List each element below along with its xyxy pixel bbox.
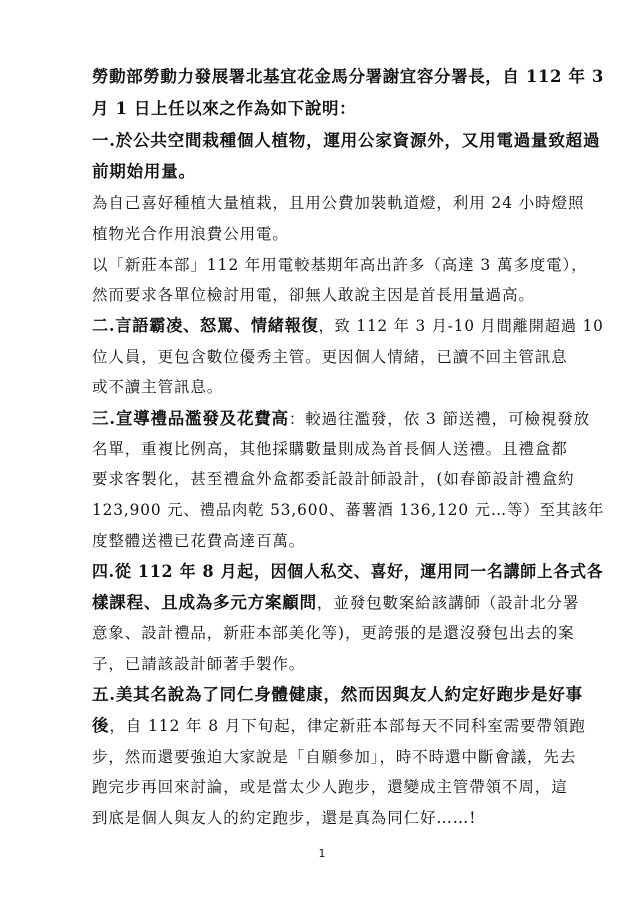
section-1-body-line-3: 以「新莊本部」112 年用電較基期年高出許多（高達 3 萬多度電）， bbox=[92, 256, 588, 274]
intro-line-1: 勞動部勞動力發展署北基宜花金馬分署謝宜容分署長，自 112 年 3 bbox=[92, 67, 604, 86]
section-5-heading-line-2: 後 bbox=[92, 716, 110, 735]
section-1-heading-line-1: 一.於公共空間栽種個人植物，運用公家資源外，又用電過量致超過 bbox=[92, 131, 601, 150]
section-2-heading: 二.言語霸凌、怒罵、情緒報復 bbox=[92, 316, 319, 335]
section-4-body-line-2: 意象、設計禮品，新莊本部美化等)，更誇張的是還沒發包出去的案 bbox=[92, 624, 575, 642]
section-5-body-line-2: 步，然而還要強迫大家說是「自願參加」，時不時還中斷會議，先去 bbox=[92, 748, 577, 766]
section-5-body-line-1: ，自 112 年 8 月下旬起，律定新莊本部每天不同科室需要帶領跑 bbox=[109, 717, 586, 735]
section-4-line-2 bbox=[92, 593, 579, 613]
section-1-body-line-2: 植物光合作用浪費公用電。 bbox=[92, 225, 289, 243]
section-5-line-2 bbox=[92, 716, 586, 736]
section-3-body-line-2: 名單，重複比例高，其他採購數量則成為首長個人送禮。且禮盒都 bbox=[92, 440, 568, 458]
section-3-line-1 bbox=[92, 409, 590, 429]
section-3-heading: 三.宣導禮品濫發及花費高 bbox=[92, 409, 289, 428]
section-3-body-line-4: 123,900 元、禮品肉乾 53,600、蕃薯酒 136,120 元…等）至其該年 bbox=[92, 501, 605, 519]
section-5-body-line-4: 到底是個人與友人的約定跑步，還是真為同仁好……! bbox=[92, 809, 477, 827]
section-1-body-line-4: 然而要求各單位檢討用電，卻無人敢說主因是首長用量過高。 bbox=[92, 286, 535, 304]
intro-line-2: 月 1 日上任以來之作為如下說明： bbox=[92, 99, 357, 118]
section-2-line-1 bbox=[92, 316, 604, 336]
section-1-heading-line-2: 前期始用量。 bbox=[92, 162, 196, 181]
section-4-body-line-3: 子，已請該設計師著手製作。 bbox=[92, 655, 306, 673]
section-3-body-line-3: 要求客製化，甚至禮盒外盒都委託設計師設計，(如春節設計禮盒約 bbox=[92, 470, 575, 488]
section-3-body-line-5: 度整體送禮已花費高達百萬。 bbox=[92, 532, 306, 550]
section-4-heading-line-1: 四.從 112 年 8 月起，因個人私交、喜好，運用同一名講師上各式各 bbox=[92, 562, 604, 581]
section-2-body-line-1: ，致 112 年 3 月-10 月間離開超過 10 bbox=[318, 317, 604, 335]
section-3-body-line-1: ：較過往濫發，依 3 節送禮，可檢視發放 bbox=[288, 410, 591, 428]
section-4-heading-line-2: 樣課程、且成為多元方案顧問 bbox=[92, 593, 317, 612]
page-number: 1 bbox=[318, 847, 326, 860]
section-1-body-line-1: 為自己喜好種植大量植栽，且用公費加裝軌道燈，利用 24 小時燈照 bbox=[92, 194, 585, 212]
section-2-body-line-3: 或不讀主管訊息。 bbox=[92, 378, 224, 396]
section-4-body-line-1: ，並發包數案給該講師（設計北分署 bbox=[316, 594, 580, 612]
section-2-body-line-2: 位人員，更包含數位優秀主管。更因個人情緒，已讀不回主管訊息 bbox=[92, 348, 568, 366]
section-5-body-line-3: 跑完步再回來討論，或是當太少人跑步，還變成主管帶領不周，這 bbox=[92, 778, 568, 796]
section-5-heading-line-1: 五.美其名說為了同仁身體健康，然而因與友人約定好跑步是好事 bbox=[92, 685, 583, 704]
